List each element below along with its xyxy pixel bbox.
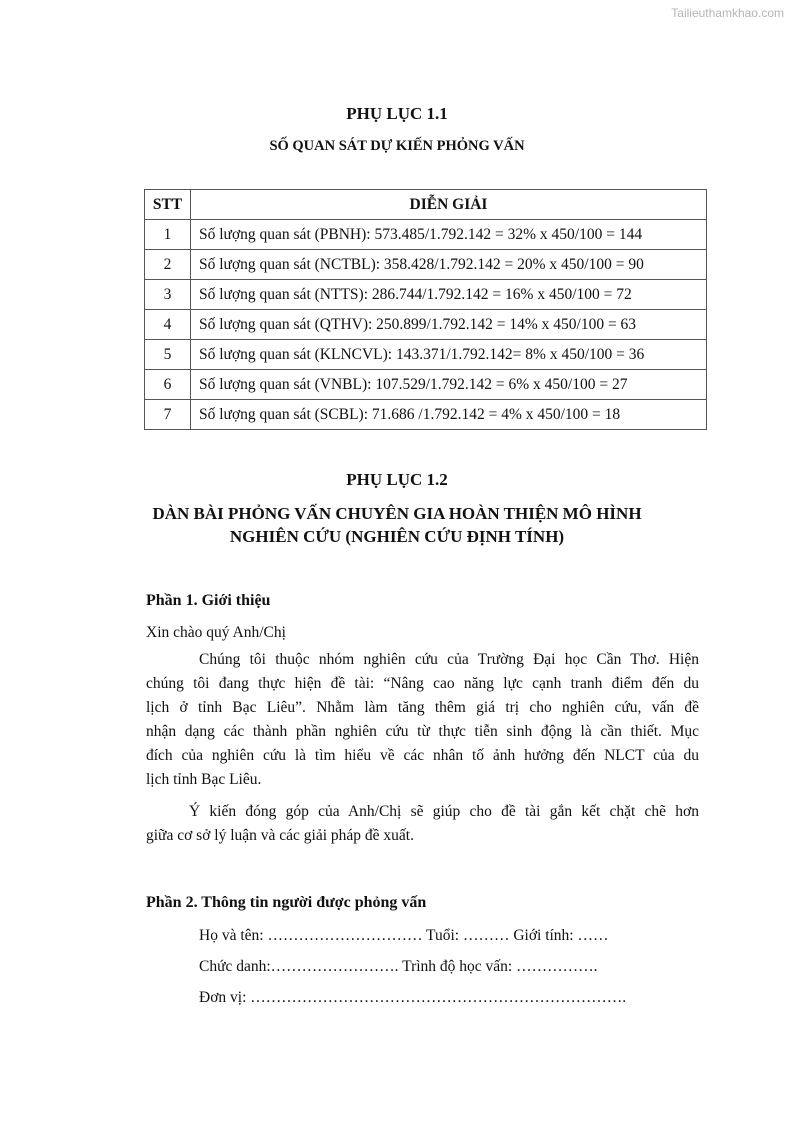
row-description: Số lượng quan sát (PBNH): 573.485/1.792.142 = 32% x 450/100 = 144	[191, 220, 707, 250]
paragraph-line: Chúng tôi thuộc nhóm nghiên cứu của Trường Đại học Cần Thơ. Hiện	[199, 651, 699, 668]
form-line-name-age-gender: Họ và tên: ………………………… Tuổi: ……… Giới tính: ……	[199, 927, 609, 944]
row-stt: 3	[145, 280, 191, 310]
part-1-heading: Phần 1. Giới thiệu	[146, 592, 271, 609]
appendix-2-subtitle-line-1: DÀN BÀI PHỎNG VẤN CHUYÊN GIA HOÀN THIỆN MÔ HÌNH	[152, 504, 642, 523]
appendix-2-title: PHỤ LỤC 1.2	[346, 470, 448, 489]
header-description: DIỄN GIẢI	[191, 190, 707, 220]
row-description: Số lượng quan sát (SCBL): 71.686 /1.792.142 = 4% x 450/100 = 18	[191, 400, 707, 430]
table-header-row	[145, 190, 707, 220]
paragraph-line: lịch ở tỉnh Bạc Liêu”. Nhằm làm tăng thêm giá trị cho nghiên cứu, vấn đề	[146, 699, 699, 716]
table-row	[145, 310, 707, 340]
paragraph-line: lịch tỉnh Bạc Liêu.	[146, 771, 262, 788]
paragraph-line: chúng tôi đang thực hiện đề tài: “Nâng cao năng lực cạnh tranh điểm đến du	[146, 675, 699, 692]
form-line-title-education: Chức danh:……………………. Trình độ học vấn: …………….	[199, 958, 598, 975]
part-2-heading: Phần 2. Thông tin người được phỏng vấn	[146, 894, 427, 911]
header-stt: STT	[145, 190, 191, 220]
paragraph-line: đích của nghiên cứu là tìm hiểu về các nhân tố ảnh hưởng đến NLCT của du	[146, 747, 699, 764]
row-description: Số lượng quan sát (KLNCVL): 143.371/1.792.142= 8% x 450/100 = 36	[191, 340, 707, 370]
row-stt: 1	[145, 220, 191, 250]
watermark: Tailieuthamkhao.com	[671, 6, 784, 20]
appendix-2-subtitle-line-2: NGHIÊN CỨU (NGHIÊN CỨU ĐỊNH TÍNH)	[229, 527, 565, 546]
row-description: Số lượng quan sát (VNBL): 107.529/1.792.142 = 6% x 450/100 = 27	[191, 370, 707, 400]
table-row	[145, 370, 707, 400]
row-description: Số lượng quan sát (QTHV): 250.899/1.792.142 = 14% x 450/100 = 63	[191, 310, 707, 340]
row-stt: 5	[145, 340, 191, 370]
table-row	[145, 220, 707, 250]
row-stt: 2	[145, 250, 191, 280]
greeting: Xin chào quý Anh/Chị	[146, 624, 286, 641]
row-stt: 4	[145, 310, 191, 340]
row-stt: 7	[145, 400, 191, 430]
table-row	[145, 340, 707, 370]
table-row	[145, 250, 707, 280]
paragraph-line: Ý kiến đóng góp của Anh/Chị sẽ giúp cho đề tài gắn kết chặt chẽ hơn	[189, 803, 699, 820]
paragraph-line: giữa cơ sở lý luận và các giải pháp đề xuất.	[146, 827, 414, 844]
form-line-unit: Đơn vị: ……………………………………………………………….	[199, 989, 627, 1006]
row-stt: 6	[145, 370, 191, 400]
appendix-1-title: PHỤ LỤC 1.1	[346, 104, 448, 123]
observation-table	[144, 189, 707, 430]
row-description: Số lượng quan sát (NTTS): 286.744/1.792.142 = 16% x 450/100 = 72	[191, 280, 707, 310]
table-row	[145, 280, 707, 310]
table-row	[145, 400, 707, 430]
row-description: Số lượng quan sát (NCTBL): 358.428/1.792.142 = 20% x 450/100 = 90	[191, 250, 707, 280]
appendix-1-subtitle: SỐ QUAN SÁT DỰ KIẾN PHỎNG VẤN	[269, 138, 525, 154]
paragraph-line: nhận dạng các thành phần nghiên cứu từ thực tiễn sinh động là cần thiết. Mục	[146, 723, 699, 740]
